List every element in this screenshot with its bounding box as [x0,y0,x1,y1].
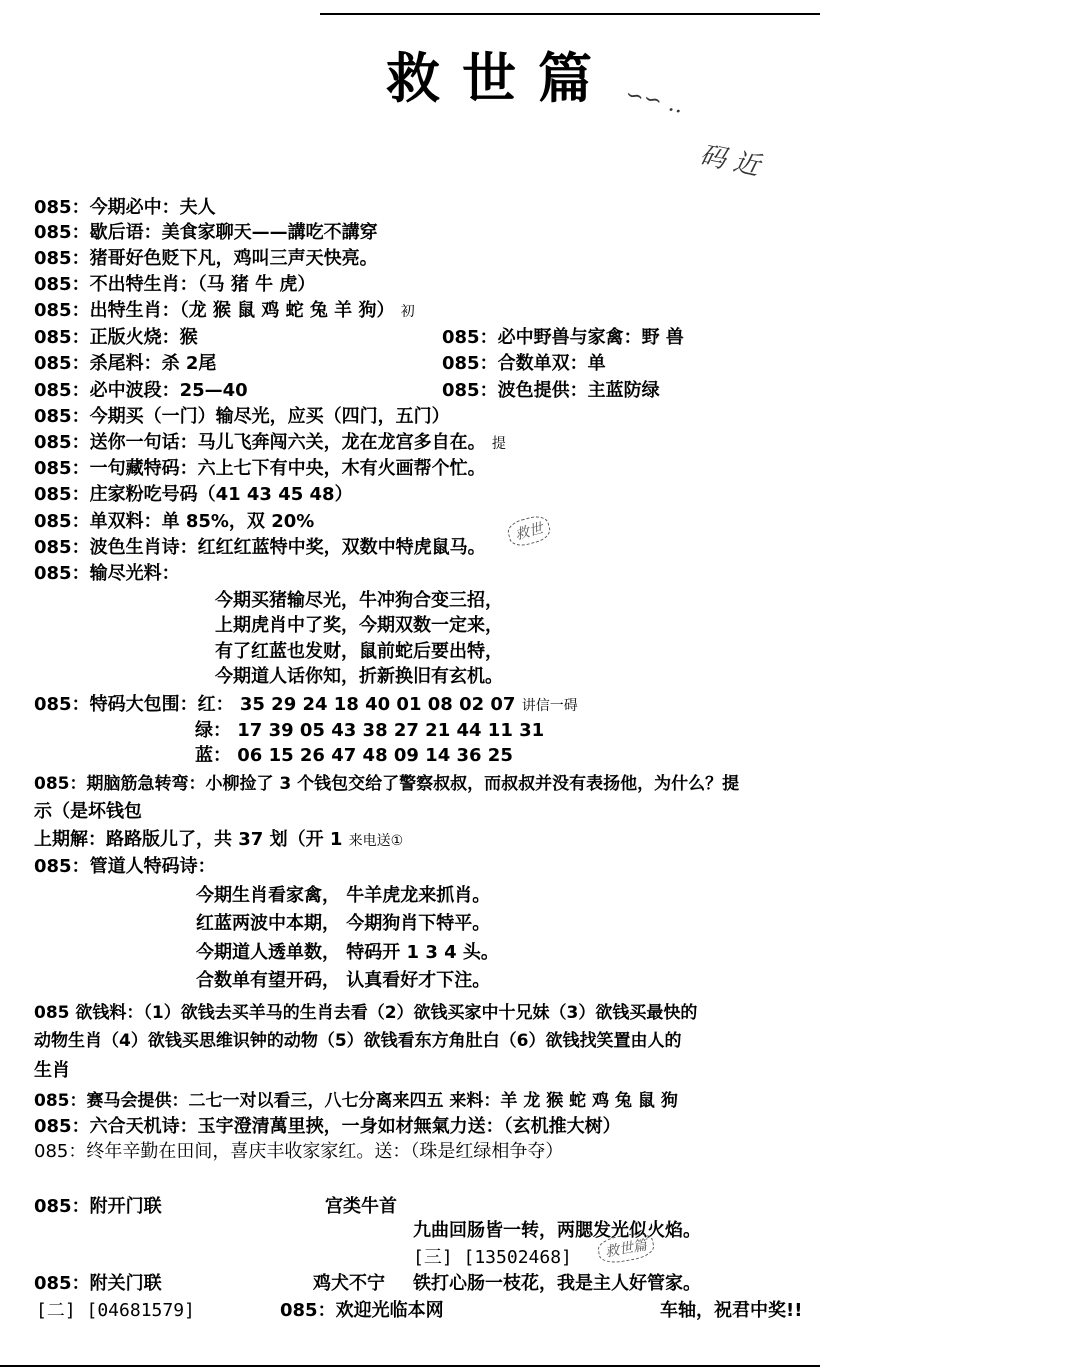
line-25: 九曲回肠皆一转，两腮发光似火焰。 [413,1220,701,1241]
handwriting-top-right: 码 近 [697,140,763,182]
line-20b: 动物生肖（4）欲钱买思维识钟的动物（5）欲钱看东方角肚白（6）欲钱找笑置由人的 [34,1031,682,1051]
line-10-text: 085：送你一句话：马儿飞奔闯六关，龙在龙宫多自在。 [34,432,486,453]
page-title: 救世篇 [386,46,614,110]
line-18-tail: 来电送① [348,833,404,849]
line-5-text: 085：出特生肖：（龙 猴 鼠 鸡 蛇 兔 羊 狗） [34,300,395,321]
line-10-tail: 提 [491,436,506,452]
line-16-blue [195,745,513,767]
line-24-mid: 宫类牛首 [325,1196,397,1217]
line-22: 085：六合天机诗：玉宇澄清萬里挾，一身如材無氣力送：（玄机推大树） [34,1116,621,1137]
blue-numbers: 06 15 26 47 48 09 14 36 25 [237,745,513,766]
line-28-mid: 085：欢迎光临本网 [280,1300,444,1321]
line-27-right: 铁打心肠一枝花，我是主人好管家。 [413,1273,701,1294]
poem2-line-3: 今期道人透单数， 特码开 1 3 4 头。 [196,942,499,963]
line-7-right: 085：合数单双：单 [442,353,606,374]
line-8-right: 085：波色提供：主蓝防绿 [442,380,660,401]
line-28-left: [二] [04681579] [36,1300,195,1321]
line-16-red [34,694,578,717]
green-numbers: 17 39 05 43 38 27 21 44 11 31 [237,720,545,741]
line-24-left: 085：附开门联 [34,1196,162,1217]
line-18-text: 上期解：路路版儿了，共 37 划（开 1 [34,829,343,850]
top-rule [320,13,820,15]
line-28-right: 车轴，祝君中奖!! [660,1300,803,1321]
line-5-tail: 初 [400,304,415,320]
line-14: 085：波色生肖诗：红红红蓝特中奖，双数中特虎鼠马。 [34,537,486,558]
poem1-line-1: 今期买猪输尽光，牛冲狗合变三招， [215,590,503,611]
line-2: 085：歇后语：美食家聊天——講吃不講穿 [34,222,378,243]
line-20c: 生肖 [34,1060,70,1081]
line-23: 085：终年辛勤在田间，喜庆丰收家家红。送：（珠是红绿相争夺） [34,1141,564,1162]
line-13: 085：单双料：单 85%，双 20% [34,511,315,532]
line-12: 085：庄家粉吃号码（41 43 45 48） [34,484,353,505]
line-5 [34,300,415,323]
line-16-tail: 讲信一碍 [521,698,578,714]
line-1: 085：今期必中：夫人 [34,197,216,218]
line-21: 085：赛马会提供：二七一对以看三，八七分离来四五 来料：羊 龙 猴 蛇 鸡 兔 鼠 狗 [34,1091,678,1111]
green-label: 绿： [195,720,231,741]
bottom-rule [0,1365,820,1367]
line-6-left: 085：正版火烧：猴 [34,327,198,348]
handwriting-mid-stamp: 救世 [505,513,552,549]
line-17b: 示（是坏钱包 [34,801,142,822]
line-8-left: 085：必中波段：25—40 [34,380,248,401]
line-11: 085：一句藏特码：六上七下有中央，木有火画帮个忙。 [34,458,486,479]
line-6-right: 085：必中野兽与家禽：野 兽 [442,327,684,348]
poem1-line-2: 上期虎肖中了奖，今期双数一定来， [215,615,503,636]
poem2-line-4: 合数单有望开码， 认真看好才下注。 [196,970,491,991]
line-19: 085：管道人特码诗： [34,856,216,877]
poem2-line-1: 今期生肖看家禽， 牛羊虎龙来抓肖。 [196,885,491,906]
line-16-green [195,720,544,742]
line-16-label: 085：特码大包围：红： [34,694,234,715]
line-27-mid: 鸡犬不宁 [313,1273,385,1294]
line-7-left: 085：杀尾料：杀 2尾 [34,353,217,374]
red-numbers: 35 29 24 18 40 01 08 02 07 [239,694,516,715]
line-15: 085：输尽光料： [34,563,180,584]
poem1-line-4: 今期道人话你知，折新换旧有玄机。 [215,666,503,687]
line-10 [34,432,506,455]
line-4: 085：不出特生肖：（马 猪 牛 虎） [34,274,316,295]
line-18 [34,829,403,852]
line-20a: 085 欲钱料：（1）欲钱去买羊马的生肖去看（2）欲钱买家中十兄妹（3）欲钱买最快的 [34,1003,698,1023]
poem2-line-2: 红蓝两波中本期， 今期狗肖下特平。 [196,913,491,934]
poem1-line-3: 有了红蓝也发财，鼠前蛇后要出特， [215,641,503,662]
handwriting-bottom-stamp: 救世篇 [596,1230,656,1265]
blue-label: 蓝： [195,745,231,766]
line-9: 085：今期买（一门）输尽光，应买（四门，五门） [34,406,450,427]
line-26: [三] [13502468] [413,1247,572,1268]
line-27-left: 085：附关门联 [34,1273,162,1294]
line-17a: 085：期脑筋急转弯：小柳捡了 3 个钱包交给了警察叔叔，而叔叔并没有表扬他，为什么？提 [34,774,740,794]
line-3: 085：猪哥好色贬下凡，鸡叫三声天快亮。 [34,248,378,269]
handwriting-mark: ∽∽ ‥ [623,82,686,119]
